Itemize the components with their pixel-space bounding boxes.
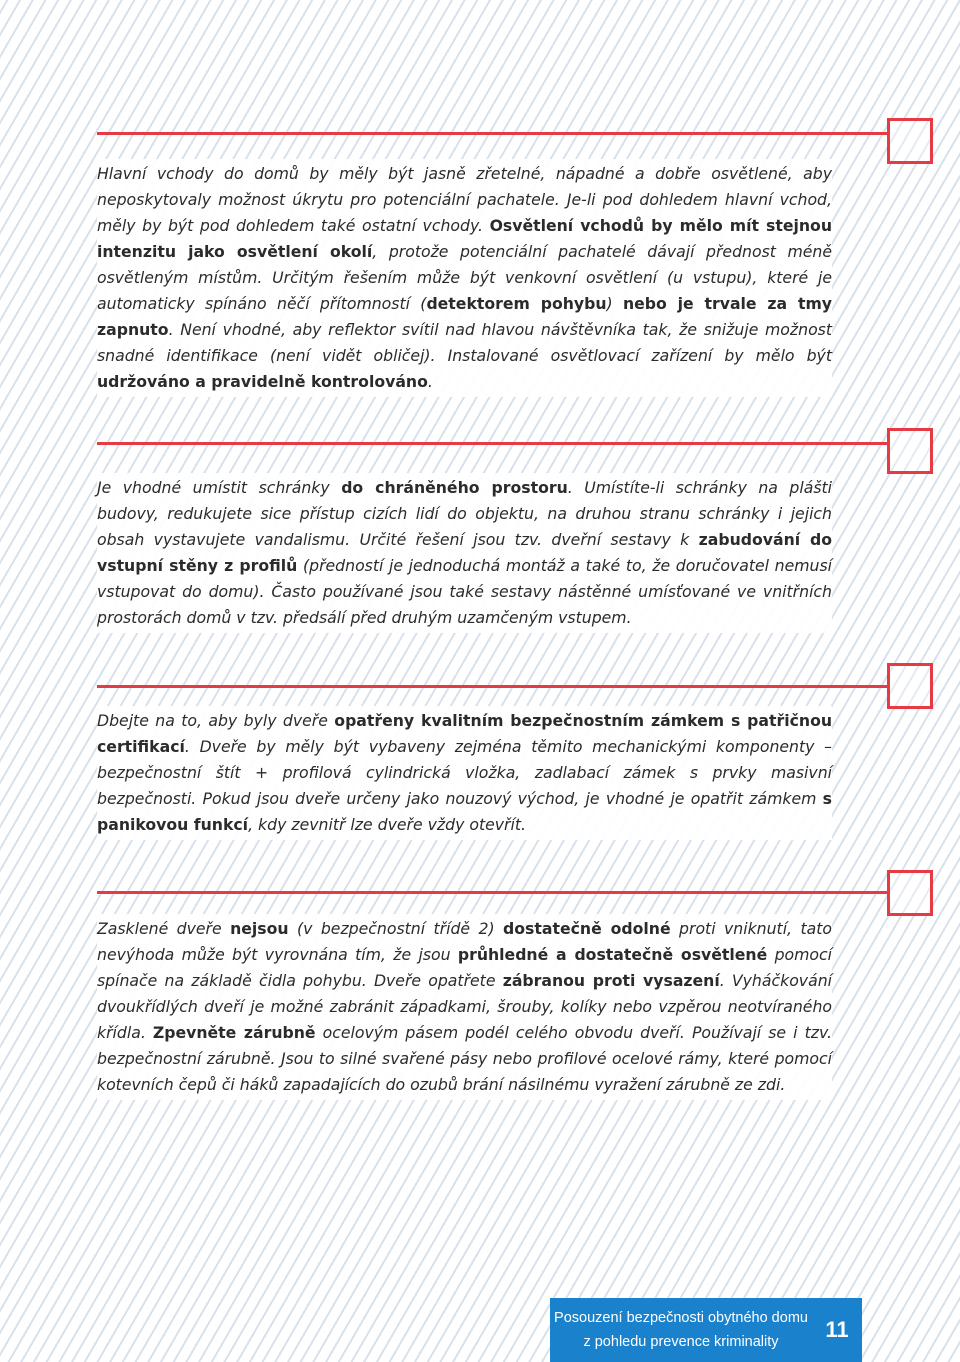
section-text [97, 473, 832, 633]
run: . Vyháčkování dvoukřídlých dveří je možné zabránit západkami, šrouby, kolíky nebo vzpěrou neotvíraného křídla. [97, 971, 832, 1042]
run: nejsou [230, 919, 289, 938]
run: proti vniknutí, tato nevýhoda může být vyrovnána tím, že jsou [97, 919, 832, 964]
run: Dbejte na to, aby byly dveře [97, 711, 335, 730]
run: opatřeny kvalitním bezpečnostním zámkem s patřičnou certifikací [97, 711, 833, 756]
run: zabudování do vstupní stěny z profilů [97, 530, 833, 575]
run: ) [606, 294, 623, 313]
run: průhledné a dostatečně osvětlené [457, 945, 768, 964]
checkbox-square-icon [887, 428, 933, 474]
run: Je vhodné umístit schránky [97, 478, 342, 497]
run: do chráněného prostoru [341, 478, 568, 497]
footer-title [550, 1298, 812, 1362]
page-footer [550, 1298, 862, 1362]
checkbox-square-icon [887, 663, 933, 709]
section-text [97, 706, 832, 840]
run: nebo je trvale za tmy zapnuto [97, 294, 833, 339]
run: (v bezpečnostní třídě 2) [288, 919, 504, 938]
run: s panikovou funkcí [97, 789, 832, 834]
run: zábranou proti vysazení [502, 971, 720, 990]
section-divider [97, 685, 887, 688]
run: Hlavní vchody do domů by měly být jasně zřetelné, nápadné a dobře osvětlené, aby neposkytovaly možnost úkrytu pro potenciální pachatele. Je-li pod dohledem hlavní vchod, měly by být pod dohledem také ostatní vchody. [97, 164, 832, 235]
run: pomocí spínače na základě čidla pohybu. Dveře opatřete [97, 945, 832, 990]
footer-line-2: z pohledu prevence kriminality [583, 1334, 779, 1350]
run: . Dveře by měly být vybaveny zejména těmito mechanickými komponenty – bezpečnostní štít + profilová cylindrická vložka, zadlabací zámek s prvky masivní bezpečnosti. Pokud jsou dveře určeny jako nouzový východ, je vhodné je opatřit zámkem [97, 737, 832, 808]
checkbox-square-icon [887, 118, 933, 164]
footer-line-1: Posouzení bezpečnosti obytného domu [554, 1310, 808, 1326]
page-number: 11 [825, 1317, 849, 1342]
checkbox-square-icon [887, 870, 933, 916]
run: . Umístíte-li schránky na plášti budovy, redukujete sice přístup cizích lidí do objektu, na druhou stranu schránky i jejich obsah vystavujete vandalismu. Určité řešení jsou tzv. dveřní sestavy k [97, 478, 833, 549]
section-text [97, 914, 832, 1100]
run: . [427, 372, 433, 391]
section-divider [97, 891, 887, 894]
run: , protože potenciální pachatelé dávají přednost méně osvětleným místům. Určitým řešením může být venkovní osvětlení (u vstupu), které je automaticky spínáno něčí přítomností ( [97, 242, 832, 313]
run: udržováno a pravidelně kontrolováno [97, 372, 428, 391]
section-divider [97, 132, 887, 135]
run: (předností je jednoduchá montáž a také to, že doručovatel nemusí vstupovat do domu). Často používané jsou také sestavy nástěnné umísťované ve vnitřních prostorách domů v tzv. předsálí před druhým uzamčeným vstupem. [97, 556, 832, 627]
run: detektorem pohybu [426, 294, 607, 313]
run: Zasklené dveře [97, 919, 231, 938]
run: Osvětlení vchodů by mělo mít stejnou intenzitu jako osvětlení okolí [97, 216, 832, 261]
run: dostatečně odolné [503, 919, 671, 938]
section-divider [97, 442, 887, 445]
section-text [97, 159, 832, 397]
run: ocelovým pásem podél celého obvodu dveří. Používají se i tzv. bezpečnostní zárubně. Jsou to silné svařené pásy nebo profilové ocelové rámy, které pomocí kotevních čepů či háků zapadajících do ozubů brání násilnému vyražení zárubně ze zdi. [97, 1023, 832, 1094]
run: Zpevněte zárubně [152, 1023, 316, 1042]
run: , kdy zevnitř lze dveře vždy otevřít. [248, 815, 526, 834]
run: . Není vhodné, aby reflektor svítil nad hlavou návštěvníka tak, že snižuje možnost snadné identifikace (není vidět obličej). Instalované osvětlovací zařízení by mělo být [97, 320, 832, 365]
